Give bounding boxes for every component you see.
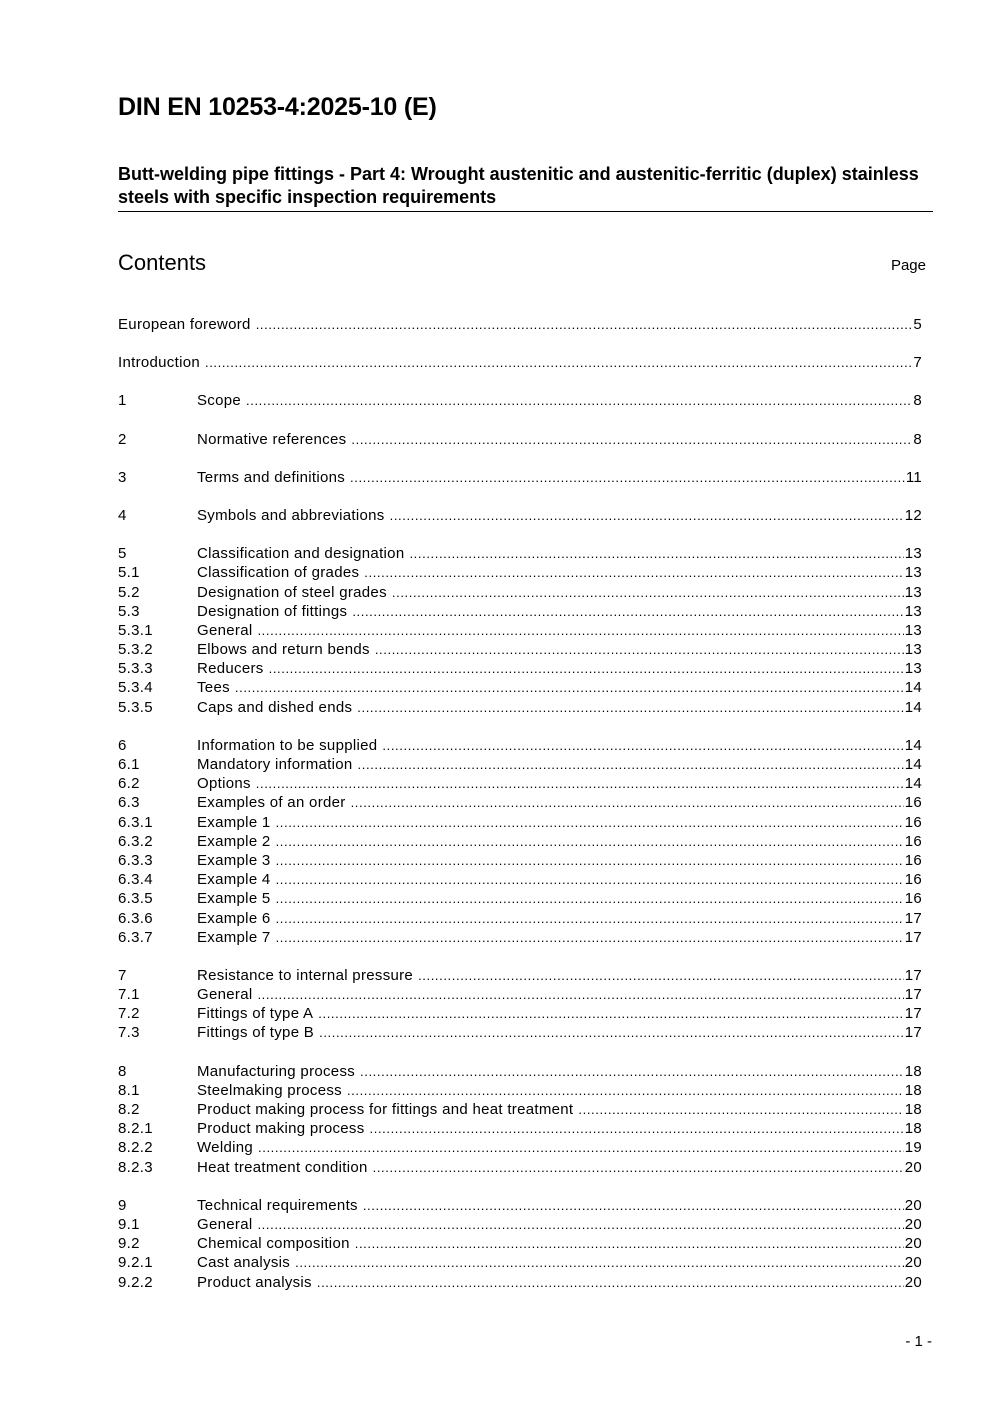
toc-entry-page: 13 (904, 545, 922, 563)
toc-entry-page: 7 (913, 354, 922, 372)
toc-dot-leader (205, 353, 912, 372)
toc-entry-page: 12 (904, 506, 922, 524)
toc-entry-title: Example 3 (197, 851, 271, 869)
toc-entry-number: 7.2 (118, 1005, 140, 1023)
toc-entry-page: 13 (904, 564, 922, 582)
toc-entry[interactable] (118, 583, 922, 602)
toc-entry[interactable] (118, 353, 922, 372)
toc-entry-number: 8.2.3 (118, 1158, 153, 1176)
toc-entry[interactable] (118, 678, 922, 697)
toc-entry-title: Fittings of type A (197, 1005, 314, 1023)
toc-entry-title: Example 1 (197, 813, 271, 831)
contents-heading: Contents (118, 250, 207, 275)
toc-dot-leader (409, 544, 903, 563)
toc-entry[interactable] (118, 870, 922, 889)
toc-entry-number: 5.3.3 (118, 660, 153, 678)
toc-entry-title: Reducers (197, 660, 264, 678)
toc-dot-leader (257, 621, 903, 640)
toc-entry-page: 8 (913, 430, 922, 448)
toc-entry-number: 8 (118, 1062, 127, 1080)
toc-dot-leader (276, 928, 904, 947)
toc-entry-page: 18 (904, 1101, 922, 1118)
toc-dot-leader (355, 1234, 904, 1253)
toc-entry-page: 14 (904, 756, 922, 773)
document-title: Butt-welding pipe fittings - Part 4: Wrought austenitic and austenitic-ferritic (duplex) stainless steels with specific inspection requirements (118, 163, 933, 212)
toc-entry[interactable] (118, 1253, 922, 1272)
toc-entry[interactable] (118, 315, 922, 334)
toc-entry-page: 17 (904, 966, 922, 984)
toc-dot-leader (317, 1273, 904, 1292)
toc-entry[interactable] (118, 1081, 922, 1100)
toc-entry[interactable] (118, 1062, 922, 1081)
toc-entry[interactable] (118, 468, 922, 487)
toc-entry-page: 16 (904, 794, 922, 812)
toc-dot-leader (318, 1004, 903, 1023)
toc-entry-title: Chemical composition (197, 1235, 350, 1253)
toc-entry-title: Welding (197, 1139, 254, 1157)
toc-entry[interactable] (118, 1215, 922, 1234)
toc-entry[interactable] (118, 985, 922, 1004)
toc-dot-leader (276, 813, 904, 832)
toc-entry-title: Tees (197, 679, 230, 697)
toc-entry-number: 4 (118, 506, 127, 524)
toc-entry-number: 6.2 (118, 775, 140, 793)
page-column-label: Page (890, 257, 926, 274)
toc-entry[interactable] (118, 1119, 922, 1138)
toc-dot-leader (352, 602, 903, 621)
toc-entry-title: Examples of an order (197, 794, 346, 812)
toc-entry-title: Steelmaking process (197, 1081, 342, 1099)
toc-entry-number: 8.1 (118, 1081, 140, 1099)
toc-entry-page: 13 (904, 602, 922, 620)
toc-entry[interactable] (118, 430, 922, 449)
toc-entry[interactable] (118, 1100, 922, 1119)
toc-dot-leader (392, 583, 904, 602)
toc-entry-title: Symbols and abbreviations (197, 506, 385, 524)
toc-dot-leader (269, 659, 904, 678)
toc-entry-number: 7.3 (118, 1024, 140, 1042)
toc-entry-number: 6.3.2 (118, 832, 153, 850)
toc-entry-page: 20 (904, 1196, 922, 1214)
toc-dot-leader (258, 1138, 904, 1157)
toc-entry-title: Example 5 (197, 890, 271, 908)
toc-entry-number: 9.2.1 (118, 1254, 153, 1272)
toc-entry-number: 6.3.7 (118, 928, 153, 946)
toc-entry-number: 8.2.1 (118, 1120, 153, 1138)
toc-entry-page: 14 (904, 698, 922, 716)
toc-entry-title: Cast analysis (197, 1254, 291, 1272)
toc-dot-leader (276, 889, 904, 908)
toc-entry-title: Introduction (118, 354, 200, 372)
toc-dot-leader (364, 563, 903, 582)
toc-entry-page: 13 (904, 641, 922, 659)
toc-entry-page: 18 (904, 1120, 922, 1138)
toc-entry-page: 16 (904, 813, 922, 831)
toc-entry-number: 7 (118, 966, 127, 984)
toc-entry-title: Resistance to internal pressure (197, 966, 414, 984)
toc-entry-page: 14 (904, 775, 922, 793)
toc-dot-leader (357, 698, 903, 717)
toc-entry-number: 3 (118, 468, 127, 486)
toc-entry-number: 5.3.4 (118, 679, 153, 697)
toc-dot-leader (256, 774, 904, 793)
toc-entry-number: 6.3 (118, 794, 140, 812)
toc-entry[interactable] (118, 793, 922, 812)
toc-entry-title: Heat treatment condition (197, 1158, 368, 1176)
toc-entry-title: General (197, 986, 253, 1004)
toc-entry[interactable] (118, 391, 922, 410)
toc-entry[interactable] (118, 1158, 922, 1177)
toc-dot-leader (295, 1253, 904, 1272)
toc-entry[interactable] (118, 640, 922, 659)
toc-entry[interactable] (118, 1234, 922, 1253)
toc-dot-leader (235, 678, 904, 697)
toc-entry-title: Information to be supplied (197, 736, 378, 754)
toc-entry-title: Mandatory information (197, 756, 353, 773)
toc-entry-title: Manufacturing process (197, 1062, 356, 1080)
toc-entry-title: Normative references (197, 430, 347, 448)
toc-entry-title: Classification and designation (197, 545, 405, 563)
toc-entry-page: 18 (904, 1081, 922, 1099)
toc-dot-leader (276, 851, 904, 870)
toc-entry-page: 11 (905, 468, 922, 486)
toc-entry[interactable] (118, 1004, 922, 1023)
toc-entry-page: 18 (904, 1062, 922, 1080)
toc-entry[interactable] (118, 563, 922, 582)
toc-entry-number: 9.1 (118, 1215, 140, 1233)
toc-dot-leader (347, 1081, 904, 1100)
toc-entry-title: Example 4 (197, 871, 271, 889)
table-of-contents (118, 315, 922, 1292)
toc-entry-title: Fittings of type B (197, 1024, 315, 1042)
toc-entry-page: 20 (904, 1215, 922, 1233)
toc-entry[interactable] (118, 832, 922, 851)
toc-dot-leader (319, 1023, 904, 1042)
toc-entry-number: 5.3.5 (118, 698, 153, 716)
toc-entry-number: 9.2 (118, 1235, 140, 1253)
toc-entry-page: 17 (904, 986, 922, 1004)
toc-entry-number: 6.3.4 (118, 871, 153, 889)
toc-dot-leader (256, 315, 913, 334)
toc-entry-title: Scope (197, 392, 242, 410)
toc-entry-title: European foreword (118, 316, 251, 333)
toc-entry-title: Example 7 (197, 928, 271, 946)
toc-entry-title: Product analysis (197, 1273, 312, 1291)
toc-dot-leader (257, 1215, 903, 1234)
toc-entry[interactable] (118, 909, 922, 928)
toc-dot-leader (578, 1100, 903, 1119)
toc-entry-page: 16 (904, 890, 922, 908)
toc-entry[interactable] (118, 698, 922, 717)
toc-dot-leader (351, 430, 912, 449)
toc-entry-number: 5 (118, 545, 127, 563)
toc-entry-page: 16 (904, 832, 922, 850)
toc-dot-leader (375, 640, 904, 659)
toc-entry-title: Product making process (197, 1120, 365, 1138)
toc-entry[interactable] (118, 1273, 922, 1292)
toc-entry-title: Product making process for fittings and heat treatment (197, 1101, 574, 1118)
toc-dot-leader (373, 1158, 904, 1177)
toc-entry-number: 1 (118, 392, 127, 410)
toc-entry-page: 5 (913, 316, 922, 333)
toc-entry[interactable] (118, 1023, 922, 1042)
toc-entry-page: 13 (904, 660, 922, 678)
toc-entry-number: 9 (118, 1196, 127, 1214)
toc-entry-number: 6.1 (118, 756, 140, 773)
toc-entry-number: 8.2 (118, 1101, 140, 1118)
toc-entry-number: 6.3.1 (118, 813, 153, 831)
toc-entry[interactable] (118, 1138, 922, 1157)
toc-entry-title: Options (197, 775, 251, 793)
toc-entry-page: 13 (904, 621, 922, 639)
toc-entry[interactable] (118, 755, 922, 774)
toc-dot-leader (390, 506, 904, 525)
toc-entry[interactable] (118, 928, 922, 947)
toc-entry-title: Elbows and return bends (197, 641, 370, 659)
toc-entry-number: 5.3 (118, 602, 140, 620)
toc-entry-number: 6 (118, 736, 127, 754)
toc-dot-leader (363, 1196, 904, 1215)
toc-entry-number: 6.3.5 (118, 890, 153, 908)
toc-entry-page: 20 (904, 1273, 922, 1291)
toc-dot-leader (350, 468, 905, 487)
toc-entry-page: 13 (904, 583, 922, 601)
toc-entry[interactable] (118, 659, 922, 678)
toc-entry-page: 17 (904, 909, 922, 927)
toc-entry-page: 19 (904, 1139, 922, 1157)
toc-entry-number: 2 (118, 430, 127, 448)
toc-entry[interactable] (118, 889, 922, 908)
toc-entry-title: Designation of fittings (197, 602, 348, 620)
toc-entry-page: 16 (904, 871, 922, 889)
toc-entry-number: 5.2 (118, 583, 140, 601)
toc-entry-number: 6.3.3 (118, 851, 153, 869)
toc-dot-leader (351, 793, 904, 812)
toc-entry-number: 8.2.2 (118, 1139, 153, 1157)
toc-entry-title: General (197, 621, 253, 639)
toc-entry[interactable] (118, 602, 922, 621)
toc-entry[interactable] (118, 774, 922, 793)
toc-entry[interactable] (118, 736, 922, 755)
toc-entry-page: 20 (904, 1235, 922, 1253)
toc-entry-page: 17 (904, 1024, 922, 1042)
toc-entry-page: 8 (913, 392, 922, 410)
toc-entry-number: 5.1 (118, 564, 140, 582)
toc-entry[interactable] (118, 621, 922, 640)
toc-entry-page: 16 (904, 851, 922, 869)
toc-entry-number: 5.3.1 (118, 621, 153, 639)
toc-dot-leader (276, 870, 904, 889)
toc-entry-title: General (197, 1215, 253, 1233)
toc-dot-leader (370, 1119, 904, 1138)
page-number: - 1 - (905, 1333, 932, 1350)
toc-entry-number: 7.1 (118, 986, 140, 1004)
toc-entry-page: 17 (904, 1005, 922, 1023)
toc-entry-page: 20 (904, 1254, 922, 1272)
toc-entry-title: Caps and dished ends (197, 698, 353, 716)
toc-dot-leader (382, 736, 903, 755)
toc-entry-title: Technical requirements (197, 1196, 358, 1214)
toc-entry-title: Classification of grades (197, 564, 360, 582)
toc-entry[interactable] (118, 506, 922, 525)
toc-entry-page: 17 (904, 928, 922, 946)
toc-entry-title: Example 6 (197, 909, 271, 927)
toc-entry-title: Designation of steel grades (197, 583, 387, 601)
toc-entry-page: 14 (904, 679, 922, 697)
toc-dot-leader (276, 832, 904, 851)
toc-dot-leader (360, 1062, 904, 1081)
toc-dot-leader (276, 909, 904, 928)
toc-entry[interactable] (118, 966, 922, 985)
toc-entry[interactable] (118, 851, 922, 870)
toc-dot-leader (246, 391, 912, 410)
toc-entry-title: Example 2 (197, 832, 271, 850)
toc-entry-title: Terms and definitions (197, 468, 346, 486)
document-id: DIN EN 10253-4:2025-10 (E) (118, 93, 437, 121)
toc-dot-leader (418, 966, 904, 985)
toc-entry-page: 20 (904, 1158, 922, 1176)
toc-entry[interactable] (118, 1196, 922, 1215)
toc-entry-number: 5.3.2 (118, 641, 153, 659)
toc-dot-leader (358, 755, 904, 774)
toc-dot-leader (257, 985, 903, 1004)
toc-entry[interactable] (118, 544, 922, 563)
toc-entry-number: 6.3.6 (118, 909, 153, 927)
toc-entry-page: 14 (904, 736, 922, 754)
toc-entry[interactable] (118, 813, 922, 832)
toc-entry-number: 9.2.2 (118, 1273, 153, 1291)
